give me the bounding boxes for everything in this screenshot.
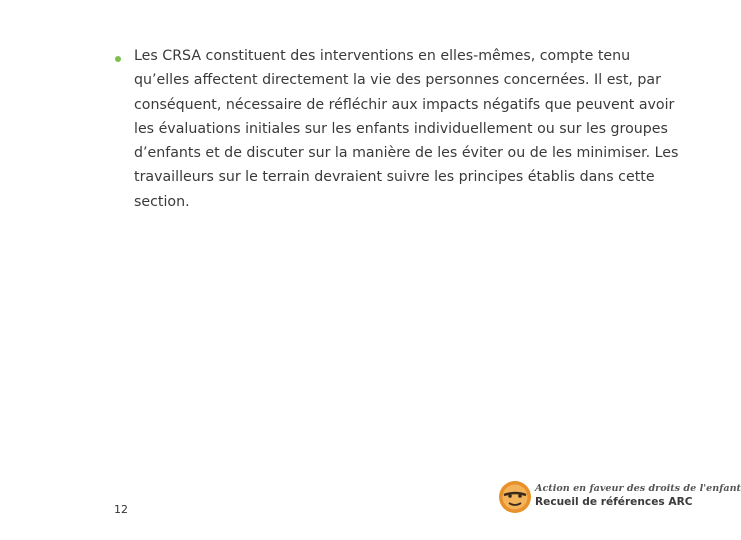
logo-tagline: Action en faveur des droits de l'enfant — [535, 483, 741, 494]
arc-face-logo-icon — [498, 480, 532, 514]
page-number: 12 — [114, 503, 128, 516]
bullet-text: Les CRSA constituent des interventions en elles-mêmes, compte tenu qu’elles affectent directement la vie des personnes concernées. Il est, par conséquent, nécessaire de réfléchir aux impacts négatifs que peuvent avoir les évaluations initiales sur les enfants individuellement ou sur les groupes d’enfants et de discuter sur la manière de les éviter ou de les minimiser. Les travailleurs sur le terrain devraient suivre les principes établis dans cette section. — [134, 48, 679, 210]
logo-title: Recueil de références ARC — [535, 496, 693, 508]
arc-logo — [498, 480, 741, 516]
bullet-dot-icon — [115, 56, 121, 62]
